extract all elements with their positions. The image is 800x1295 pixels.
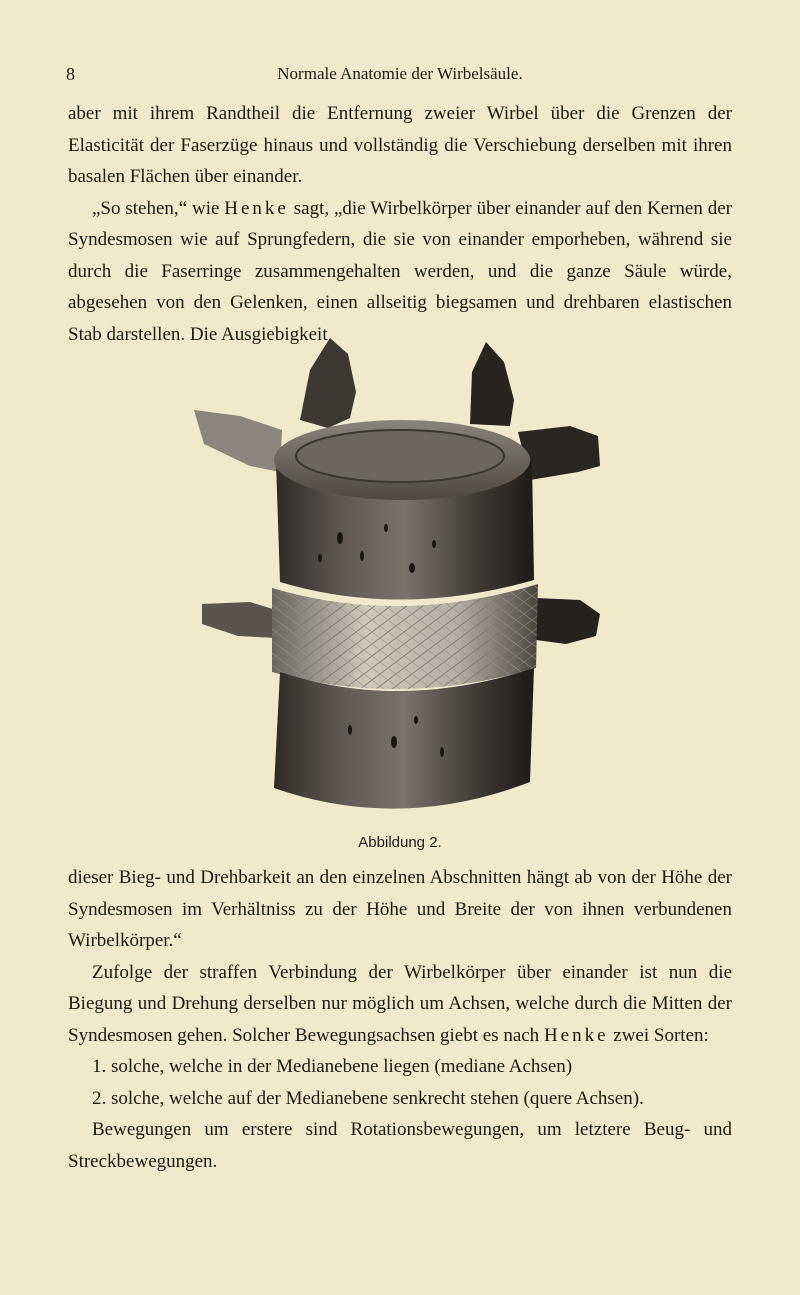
paragraph: dieser Bieg- und Drehbarkeit an den einzelnen Abschnitten hängt ab von der Höhe der Syndesmosen im Verhältniss zu der Höhe und Breite der von ihnen verbundenen Wirbelkörper.“ [68, 867, 732, 951]
list-item: 2. solche, welche auf der Medianebene senkrecht stehen (quere Achsen). [92, 1087, 644, 1109]
paragraph: Bewegungen um erstere sind Rotationsbewegungen, um letztere Beug- und Streckbewegungen. [68, 1119, 732, 1172]
paragraph-text: „So stehen,“ wie [92, 197, 225, 219]
text-block-bottom [68, 862, 732, 1177]
transverse-process-lower-left [202, 602, 276, 638]
transverse-process-upper-left [194, 410, 282, 472]
articular-process-right [470, 342, 514, 426]
text-block-top [68, 98, 732, 350]
articular-process-left [300, 338, 356, 428]
paragraph-text: sagt, „die Wirbelkörper über einander auf den Kernen der Syndesmosen wie auf Sprungfedern, die sie von einander emporheben, während sie durch die Faserringe zusammengehalten werden, und die ganze Säule würde, abgesehen von den Gelenken, einen allseitig biegsamen und drehbaren elastischen Stab darstellen. Die Ausgiebigkeit [68, 197, 732, 345]
paragraph-text: zwei Sorten: [608, 1024, 709, 1046]
figure-caption: Abbildung 2. [358, 834, 442, 851]
endplate-rim [296, 430, 504, 482]
disc-fibres [272, 584, 538, 689]
paragraph [68, 957, 732, 1052]
paragraph: aber mit ihrem Randtheil die Entfernung zweier Wirbel über die Grenzen der Elasticität der Faserzüge hinaus und vollständig die Verschiebung derselben mit ihren basalen Flächen über einander. [68, 103, 732, 187]
list-item: 1. solche, welche in der Medianebene liegen (mediane Achsen) [92, 1056, 573, 1077]
vertebral-body-lower [274, 668, 534, 809]
running-title: Normale Anatomie der Wirbelsäule. [277, 64, 523, 83]
vertebrae-illustration [180, 332, 620, 822]
author-name: Henke [224, 197, 289, 219]
paragraph-quote [68, 193, 732, 351]
transverse-process-lower-right [536, 598, 600, 644]
paragraph-text: Zufolge der straffen Verbindung der Wirbelkörper über einander ist nun die Biegung und Drehung derselben nur möglich um Achsen, welche durch die Mitten der Syndesmosen gehen. Solcher Bewegungsachsen giebt es nach [68, 961, 732, 1046]
author-name: Henke [543, 1024, 609, 1046]
page-number: 8 [66, 64, 75, 84]
